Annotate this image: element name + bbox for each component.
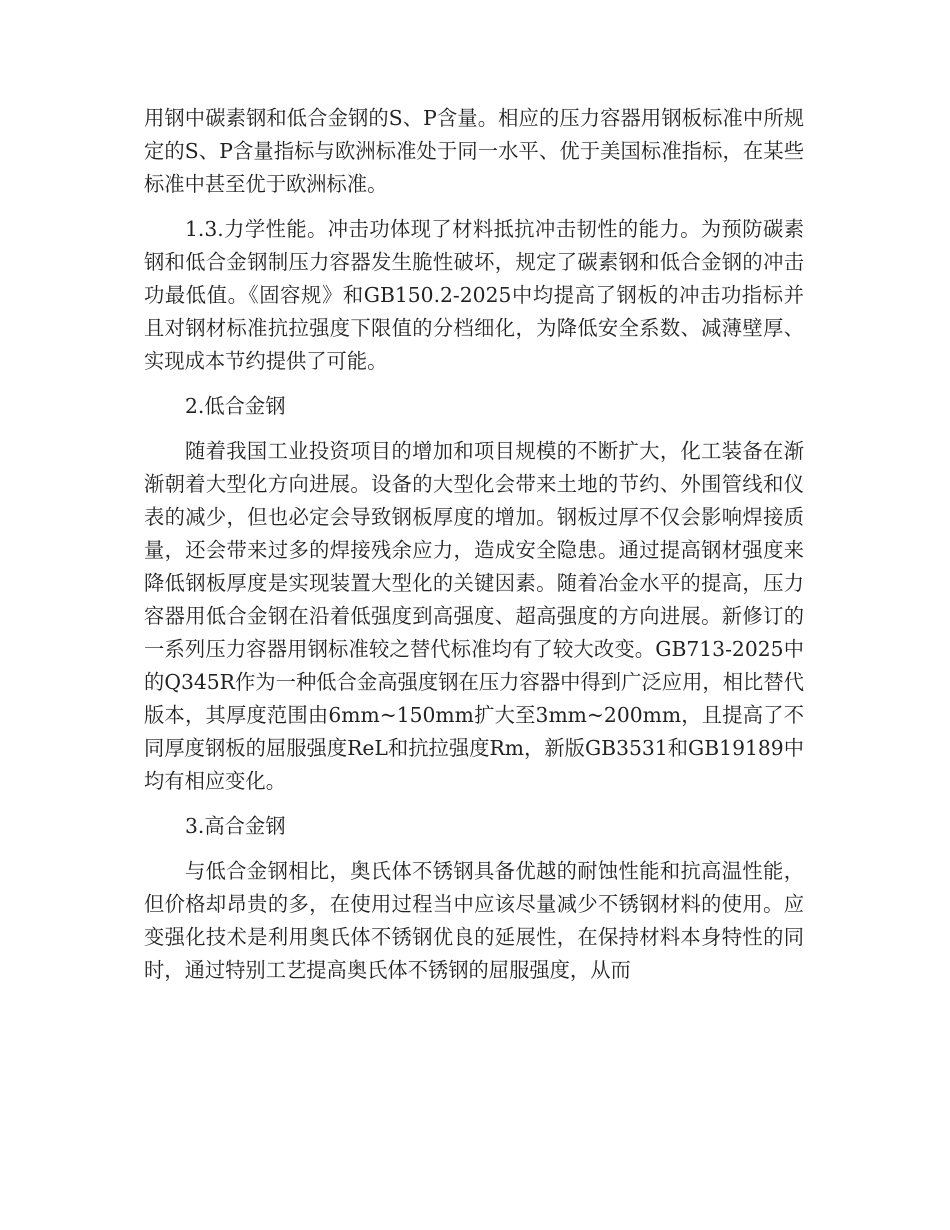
heading-low-alloy-steel: 2.低合金钢 — [185, 394, 286, 418]
document-page — [144, 102, 804, 999]
paragraph-mechanical-properties: 1.3.力学性能。冲击功体现了材料抵抗冲击韧性的能力。为预防碳素钢和低合金钢制压力容器发生脆性破坏，规定了碳素钢和低合金钢的冲击功最低值。《固容规》和GB150.2-2025中均提高了钢板的冲击功指标并且对钢材标准抗拉强度下限值的分档细化，为降低安全系数、减薄壁厚、实现成本节约提供了可能。 — [144, 217, 804, 373]
heading-high-alloy-steel: 3.高合金钢 — [185, 814, 286, 838]
paragraph-sp-content: 用钢中碳素钢和低合金钢的S、P含量。相应的压力容器用钢板标准中所规定的S、P含量指标与欧洲标准处于同一水平、优于美国标准指标，在某些标准中甚至优于欧洲标准。 — [144, 106, 804, 196]
paragraph-low-alloy-steel: 随着我国工业投资项目的增加和项目规模的不断扩大，化工装备在渐渐朝着大型化方向进展。设备的大型化会带来土地的节约、外围管线和仪表的减少，但也必定会导致钢板厚度的增加。钢板过厚不仅会影响焊接质量，还会带来过多的焊接残余应力，造成安全隐患。通过提高钢材强度来降低钢板厚度是实现装置大型化的关键因素。随着冶金水平的提高，压力容器用低合金钢在沿着低强度到高强度、超高强度的方向进展。新修订的一系列压力容器用钢标准较之替代标准均有了较大改变。GB713-2025中的Q345R作为一种低合金高强度钢在压力容器中得到广泛应用，相比替代版本，其厚度范围由6mm~150mm扩大至3mm~200mm，且提高了不同厚度钢板的屈服强度ReL和抗拉强度Rm，新版GB3531和GB19189中均有相应变化。 — [144, 439, 804, 793]
paragraph-high-alloy-steel: 与低合金钢相比，奥氏体不锈钢具备优越的耐蚀性能和抗高温性能，但价格却昂贵的多，在使用过程当中应该尽量减少不锈钢材料的使用。应变强化技术是利用奥氏体不锈钢优良的延展性，在保持材料本身特性的同时，通过特别工艺提高奥氏体不锈钢的屈服强度，从而 — [144, 859, 804, 982]
